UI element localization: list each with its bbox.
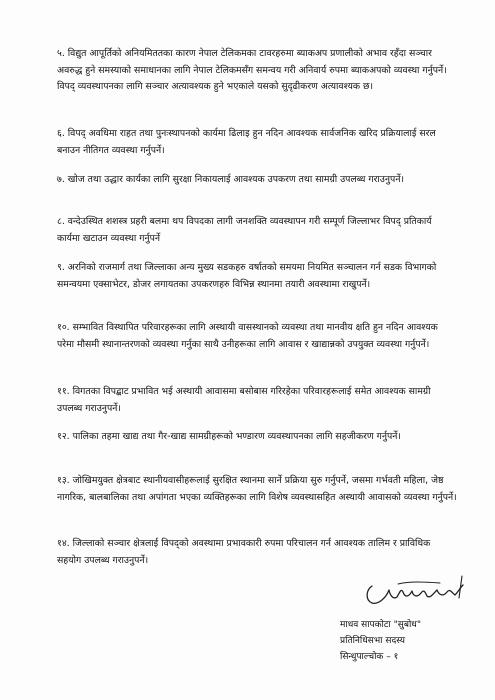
paragraph-7: ७. खोज तथा उद्धार कार्यका लागि सुरक्षा निकायलाई आवश्यक उपकरण तथा सामग्री उपलब्ध गराउनुपर्ने। bbox=[57, 174, 405, 185]
paragraph-14: १४. जिल्लाको सञ्चार क्षेत्रलाई विपद्को अवस्थामा प्रभावकारी रुपमा परिचालन गर्न आवश्यक तालिम र प्राविधिक सहयोग उपलब्ध गराउनुपर्ने। bbox=[57, 538, 431, 566]
paragraph-8: ८. वन्देउस्थित शशस्त्र प्रहरी बलमा थप विपदका लागी जनशक्ति व्यवस्थापन गरी सम्पूर्ण जिल्लाभर विपद् प्रतिकार्य कार्यमा खटाउन व्यवस्था गर्नुपर्ने bbox=[57, 216, 432, 244]
paragraph-11: ११. विगतका विपद्बाट प्रभावित भई अस्थायी आवासमा बसोबास गरिरहेका परिवारहरूलाई समेत आवश्यक सामग्री उपलब्ध गराउनुपर्ने। bbox=[57, 386, 431, 414]
paragraph-13: १३. जोखिमयुक्त क्षेत्रबाट स्थानीयवासीहरूलाई सुरक्षित स्थानमा सार्ने प्रक्रिया सुरु गर्नुपर्ने, जसमा गर्भवती महिला, जेष्ठ नागरिक, बालबालिका तथा अपांगता भएका व्यक्तिहरूका लागि विशेष व्यवस्थासहित अस्थायी आवासको व्यवस्था गर्नुपर्ने। bbox=[57, 475, 457, 503]
paragraph-9: ९. अरनिको राजमार्ग तथा जिल्लाका अन्य मुख्य सडकहरु वर्षातको समयमा नियमित सञ्चालन गर्न सडक विभागको समन्वयमा एक्साभेटर, डोजर लगायतका उपकरणहरु विभिन्न स्थानमा तयारी अवस्थामा राखुपर्ने। bbox=[57, 262, 437, 290]
paragraph-10: १०. सम्भावित विस्थापित परिवारहरूका लागि अस्थायी वासस्थानको व्यवस्था तथा मानवीय क्षति हुन नदिन आवश्यक परेमा मौसमी स्थानान्तरणको व्यवस्था गर्नुका साथै उनीहरूका लागि आवास र खाद्यान्नको उपयुक्त व्यवस्था गर्नुपर्ने। bbox=[57, 322, 438, 350]
paragraph-6: ६. विपद् अवधिमा राहत तथा पुनःस्थापनको कार्यमा ढिलाइ हुन नदिन आवश्यक सार्वजनिक खरिद प्रक्रियालाई सरल बनाउन नीतिगत व्यवस्था गर्नुपर्ने। bbox=[57, 128, 436, 156]
paragraph-5: ५. विद्युत आपूर्तिको अनियमिततका कारण नेपाल टेलिकमका टावरहरुमा ब्याकअप प्रणालीको अभाव रहँदा सञ्चार अवरुद्ध हुने समस्याको समाधानका लागि नेपाल टेलिकमसँग समन्वय गरी अनिवार्य रुपमा ब्याकअपको व्यवस्था गर्नुपर्ने। विपद् व्यवस्थापनका लागि सञ्चार अत्यावश्यक हुने भएकाले यसको सुदृढीकरण अत्यावश्यक छ। bbox=[57, 48, 447, 92]
paragraph-12: १२. पालिका तहमा खाद्य तथा गैर-खाद्य सामग्रीहरूको भण्डारण व्यवस्थापनका लागि सहजीकरण गर्नुपर्ने। bbox=[57, 431, 401, 442]
signatory-title: प्रतिनिधिसभा सदस्य bbox=[340, 636, 405, 646]
signatory-name: माधव सापकोटा "सुबोध" bbox=[340, 620, 421, 630]
signatory-constituency: सिन्धुपाल्चोक – १ bbox=[340, 652, 399, 662]
